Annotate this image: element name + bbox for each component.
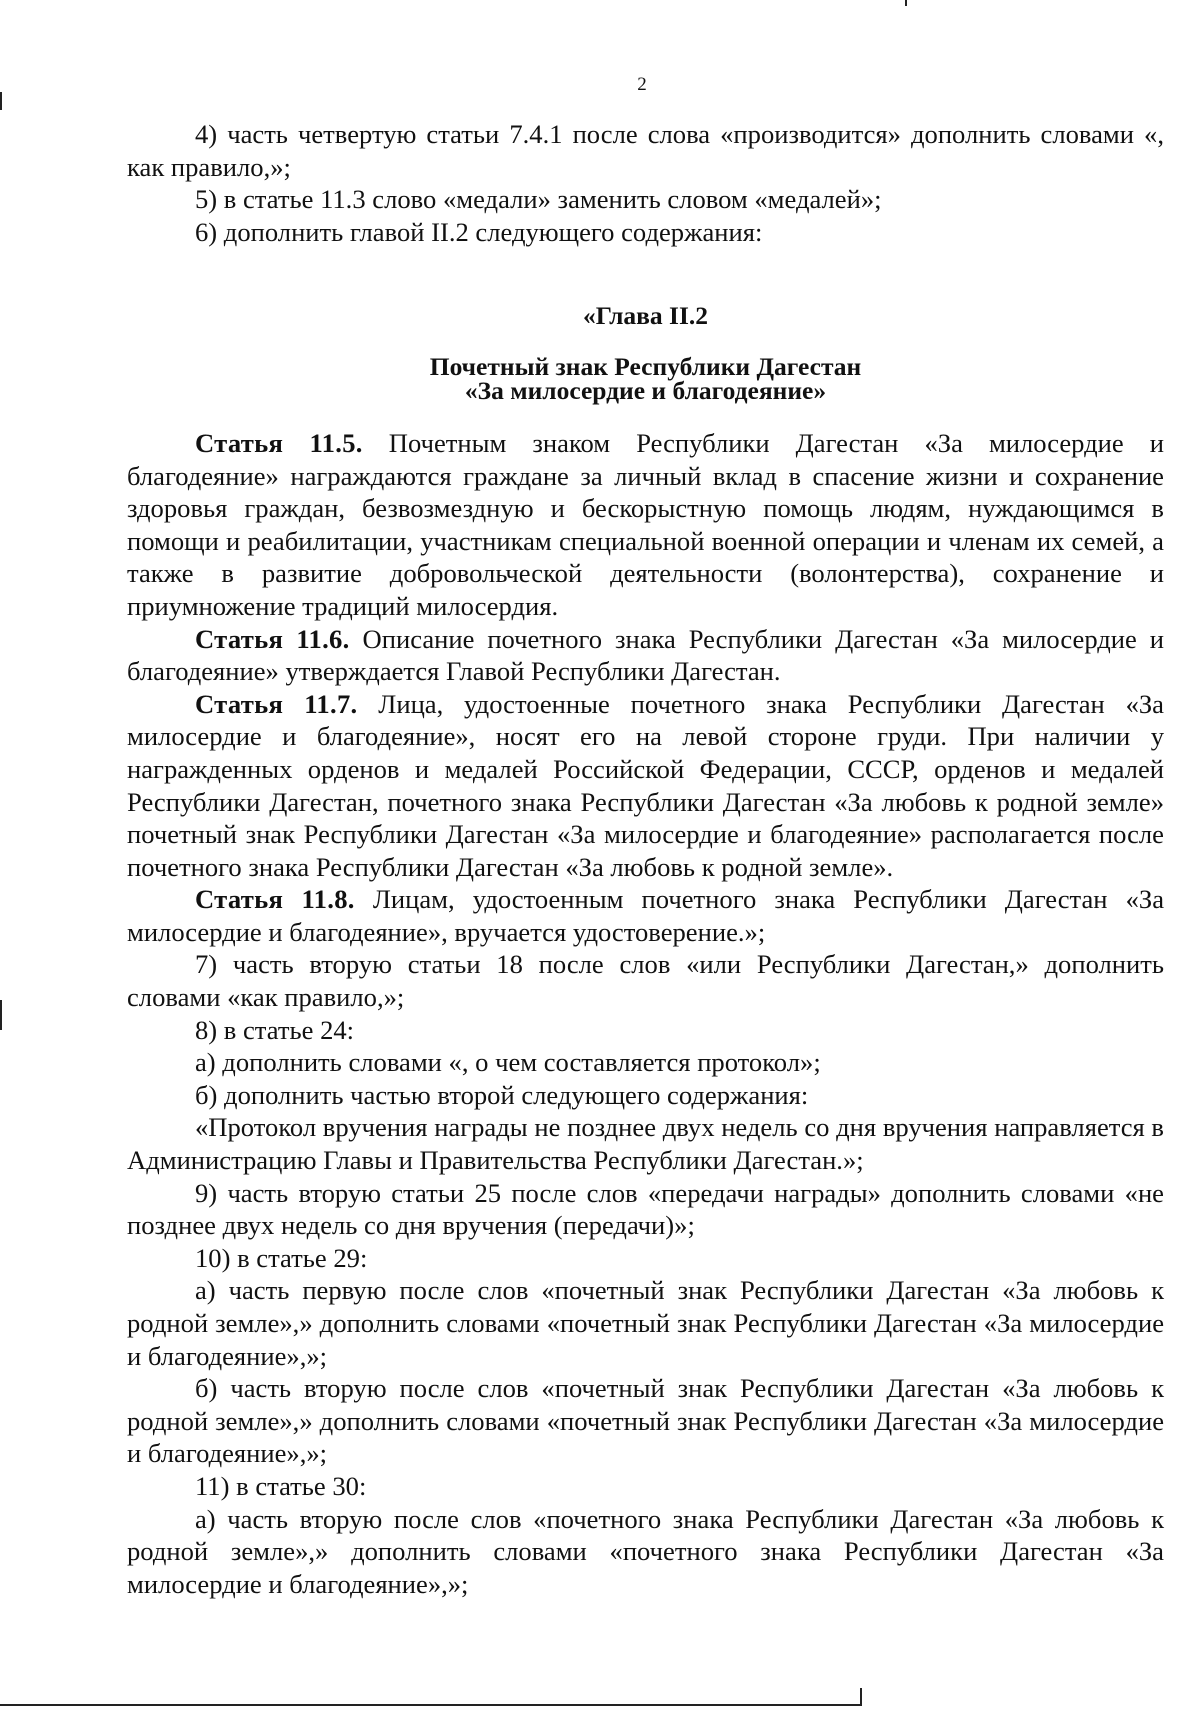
item-7: 7) часть вторую статьи 18 после слов «или Республики Дагестан,» дополнить словами «как правило,»;: [127, 949, 1164, 1013]
item-4: 4) часть четвертую статьи 7.4.1 после слова «производится» дополнить словами «, как правило,»;: [127, 119, 1164, 182]
article-11-8: [127, 883, 1164, 948]
item-11a: а) часть вторую после слов «почетного знака Республики Дагестан «За любовь к родной земле»,» дополнить словами «почетного знака Республики Дагестан «За милосердие и благодеяние»,»;: [127, 1503, 1164, 1599]
article-11-7-text: Лица, удостоенные почетного знака Республики Дагестан «За милосердие и благодеяние», носят его на левой стороне груди. При наличии у награжденных орденов и медалей Российской Федерации, СССР, орденов и медалей Республики Дагестан, почетного знака Республики Дагестан «За любовь к родной земле» почетный знак Республики Дагестан «За милосердие и благодеяние» располагается после почетного знака Республики Дагестан «За любовь к родной земле».: [127, 688, 1164, 882]
item-8a: а) дополнить словами «, о чем составляется протокол»;: [195, 1047, 821, 1078]
section-title: [127, 351, 1164, 405]
article-11-5: [127, 427, 1164, 623]
section-title-line2: «За милосердие и благодеяние»: [464, 375, 827, 405]
article-11-8-text: Лицам, удостоенным почетного знака Республики Дагестан «За милосердие и благодеяние», вручается удостоверение.»;: [127, 884, 1164, 947]
article-11-6-text: Описание почетного знака Республики Дагестан «За милосердие и благодеяние» утверждается Главой Республики Дагестан.: [127, 623, 1164, 687]
item-10a: а) часть первую после слов «почетный знак Республики Дагестан «За любовь к родной земле»,» дополнить словами «почетный знак Республики Дагестан «За милосердие и благодеяние»,»;: [127, 1275, 1164, 1371]
article-11-8-label: Статья 11.8.: [195, 884, 355, 915]
scan-edge-left-top: [0, 92, 2, 110]
page-number: 2: [637, 74, 647, 95]
item-6: 6) дополнить главой II.2 следующего содержания:: [195, 216, 763, 247]
article-11-5-text: Почетным знаком Республики Дагестан «За милосердие и благодеяние» награждаются граждане за личный вклад в спасение жизни и сохранение здоровья граждан, безвозмездную и бескорыстную помощь людям, нуждающимся в помощи и реабилитации, участникам специальной военной операции и членам их семей, а также в развитие добровольческой деятельности (волонтерства), сохранение и приумножение традиций милосердия.: [127, 427, 1164, 621]
item-9: 9) часть вторую статьи 25 после слов «передачи награды» дополнить словами «не позднее двух недель со дня вручения (передачи)»;: [127, 1177, 1164, 1241]
scan-edge-left-mid: [0, 1000, 2, 1030]
item-8b: б) дополнить частью второй следующего содержания:: [195, 1079, 809, 1110]
scan-edge-bottom: [0, 1704, 860, 1706]
item-10: 10) в статье 29:: [195, 1242, 368, 1273]
article-11-6: [127, 623, 1164, 688]
section-title-line1: Почетный знак Республики Дагестан: [429, 351, 862, 381]
item-5: 5) в статье 11.3 слово «медали» заменить словом «медалей»;: [195, 184, 882, 215]
item-11: 11) в статье 30:: [195, 1470, 367, 1501]
scan-edge-right-bottom: [860, 1688, 862, 1706]
item-8: 8) в статье 24:: [195, 1014, 355, 1045]
chapter-title: «Глава II.2: [582, 301, 709, 331]
article-11-6-label: Статья 11.6.: [195, 623, 350, 654]
scan-top-right-mark: [905, 0, 907, 6]
article-11-7: [127, 688, 1164, 884]
document-body: [127, 118, 1164, 1600]
item-10b: б) часть вторую после слов «почетный знак Республики Дагестан «За любовь к родной земле»,» дополнить словами «почетный знак Республики Дагестан «За милосердие и благодеяние»,»;: [127, 1373, 1164, 1469]
item-8b-quote: «Протокол вручения награды не позднее двух недель со дня вручения направляется в Администрацию Главы и Правительства Республики Дагестан.»;: [127, 1112, 1164, 1176]
article-11-5-label: Статья 11.5.: [195, 427, 363, 458]
article-11-7-label: Статья 11.7.: [195, 688, 358, 719]
